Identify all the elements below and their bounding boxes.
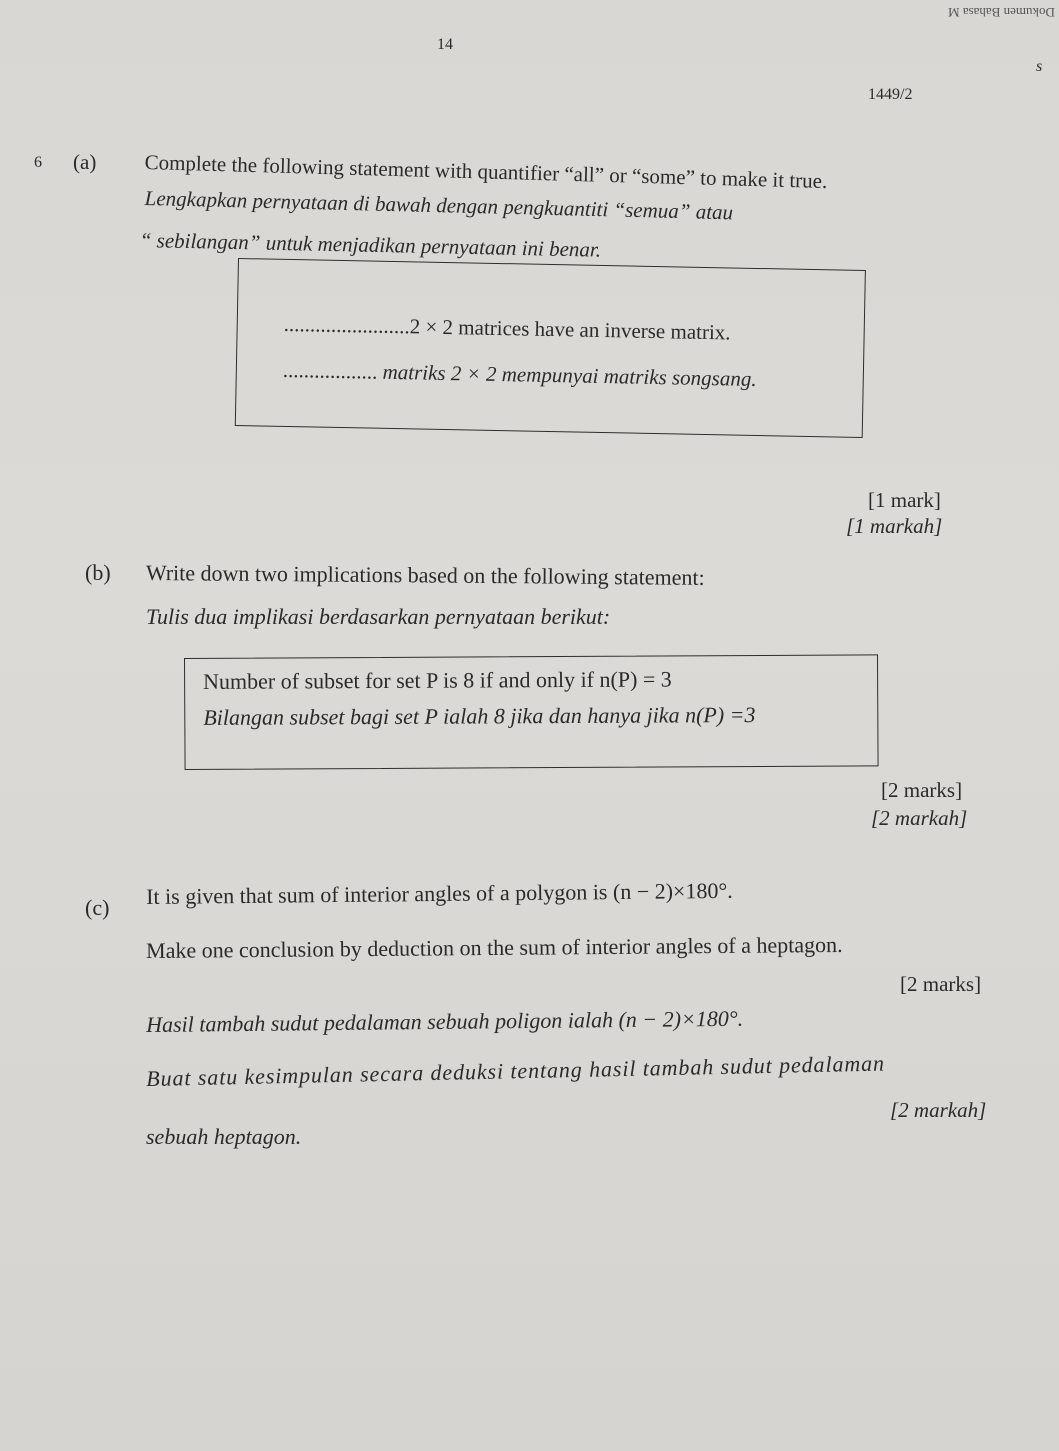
part-a-text-ms-2: “ sebilangan” untuk menjadikan pernyataan ini benar.	[139, 228, 602, 262]
corner-stamp: Dokumen Bahasa M	[948, 5, 1055, 20]
answer-blank-ms[interactable]: ..................	[282, 357, 378, 384]
answer-blank-en[interactable]: ........................	[283, 311, 410, 339]
part-b-text-en: Write down two implications based on the following statement:	[145, 560, 705, 590]
edge-mark: s	[1036, 58, 1043, 75]
statement-text-en: 2 × 2 matrices have an inverse matrix.	[409, 314, 731, 345]
paper-code: 1449/2	[868, 86, 913, 103]
part-b-text-ms: Tulis dua implikasi berdasarkan pernyataan berikut:	[146, 604, 611, 629]
part-c-text-en-2: Make one conclusion by deduction on the sum of interior angles of a heptagon.	[146, 931, 843, 963]
part-c-text-en-1: It is given that sum of interior angles of a polygon is (n − 2)×180°.	[146, 877, 733, 909]
statement-box-a	[235, 258, 866, 438]
part-a-text-en: Complete the following statement with quantifier “all” or “some” to make it true.	[144, 150, 828, 194]
biconditional-text-en: Number of subset for set P is 8 if and only if n(P) = 3	[203, 666, 672, 694]
statement-box-b	[184, 654, 879, 770]
part-c-text-ms-1: Hasil tambah sudut pedalaman sebuah poligon ialah (n − 2)×180°.	[146, 1005, 744, 1037]
question-number: 6	[34, 154, 42, 171]
biconditional-text-ms: Bilangan subset bagi set P ialah 8 jika dan hanya jika n(P) =3	[203, 702, 756, 730]
part-c-marks-ms: [2 markah]	[890, 1098, 987, 1122]
part-b-label: (b)	[85, 560, 111, 585]
page-number: 14	[437, 36, 453, 53]
part-c-label: (c)	[85, 895, 110, 920]
statement-text-ms: matriks 2 × 2 mempunyai matriks songsang.	[382, 359, 757, 391]
part-a-marks-en: [1 mark]	[868, 488, 941, 512]
part-c-text-ms-3: sebuah heptagon.	[146, 1124, 302, 1149]
part-a-label: (a)	[73, 150, 97, 174]
part-c-marks-en: [2 marks]	[900, 972, 982, 996]
part-a-marks-ms: [1 markah]	[846, 514, 943, 538]
part-b-marks-ms: [2 markah]	[871, 806, 968, 830]
part-c-text-ms-2: Buat satu kesimpulan secara deduksi tentang hasil tambah sudut pedalaman	[146, 1050, 886, 1091]
part-b-marks-en: [2 marks]	[881, 778, 963, 802]
part-a-text-ms-1: Lengkapkan pernyataan di bawah dengan pengkuantiti “semua” atau	[144, 186, 734, 225]
